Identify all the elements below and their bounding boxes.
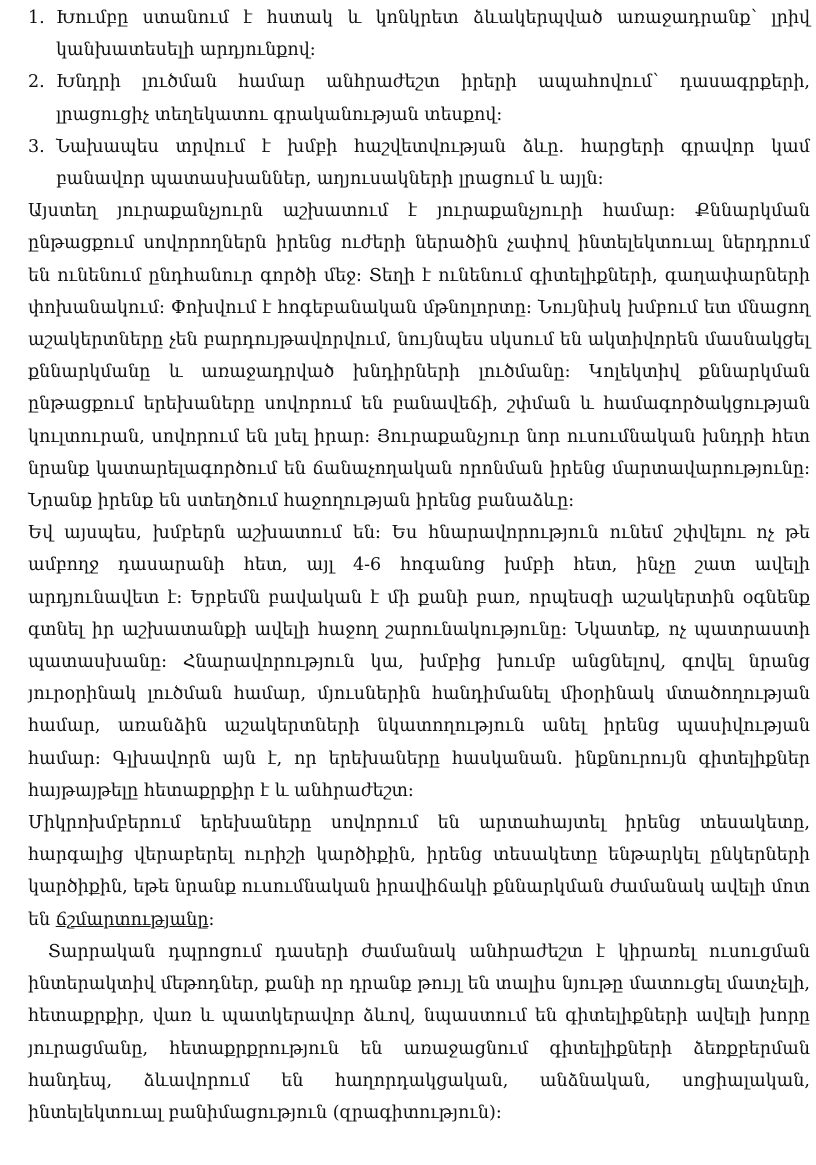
- paragraph-interactive-methods: Տարրական դպրոցում դասերի ժամանակ անհրաժեշտ է կիրառել ուսուցման ինտերակտիվ մեթոդներ, քանի որ դրանք թույլ են տալիս նյութը մատուցել մատչելի, հետաքրքիր, վառ և պատկերավոր ձևով, նպաստում են գիտելիքների ավելի խորը յուրացմանը, հետաքրքրություն են առաջացնում գիտելիքների ձեռքբերման հանդեպ, ձևավորում են հաղորդակցական, անձնական, սոցիալական, ինտելեկտուալ բանիմացություն (զրագիտություն):: [28, 941, 810, 1123]
- list-item-text: Խնդրի լուծման համար անհրաժեշտ իրերի ապահովում՝ դասագրքերի, լրացուցիչ տեղեկատու գրականության տեսքով:: [56, 72, 810, 125]
- list-item-number: 2.: [28, 72, 45, 93]
- list-item-text: Նախապես տրվում է խմբի հաշվետվության ձևը. հարցերի գրավոր կամ բանավոր պատասխաններ, աղյուսակների լրացում և այլն:: [56, 136, 810, 190]
- paragraph-collaboration: Այստեղ յուրաքանչյուրն աշխատում է յուրաքանչյուրի համար: Քննարկման ընթացքում սովորողներն իրենց ուժերի ներածին չափով ինտելեկտուալ ներդրում են ունենում ընդհանուր գործի մեջ: Տեղի է ունենում գիտելիքների, գաղափարների փոխանակում: Փոխվում է հոգեբանական մթնոլորտը: Նույնիսկ խմբում ետ մնացող աշակերտները չեն բարդույթավորվում, նույնպես սկսում են ակտիվորեն մասնակցել քննարկմանը և առաջադրված խնդիրների լուծմանը: Կոլեկտիվ քննարկման ընթացքում երեխաները սովորում են բանավեճի, շփման և համագործակցության կուլտուրան, սովորում են լսել իրար: Յուրաքանչյուր նոր ուսումնական խնդրի հետ նրանք կատարելագործում են ճանաչողական որոնման իրենց մարտավարությունը: Նրանք իրենք են ստեղծում հաջողության իրենց բանաձևը:: [28, 201, 810, 512]
- list-item-text: Խումբը ստանում է հստակ և կոնկրետ ձևակերպված առաջադրանք՝ լրիվ կանխատեսելի արդյունքով:: [56, 8, 810, 61]
- document-page: [28, 2, 810, 1129]
- list-item-number: 3.: [28, 136, 45, 157]
- list-item: [28, 2, 810, 66]
- numbered-list: [28, 2, 810, 195]
- list-item: [28, 66, 810, 130]
- underlined-word: ճշմարտությանը: [55, 909, 209, 930]
- list-item: [28, 131, 810, 195]
- paragraph-microgroups-text: Միկրոխմբերում երեխաները սովորում են արտահայտել իրենց տեսակետը, հարգալից վերաբերել ուրիշի կարծիքին, իրենց տեսակետը ենթարկել ընկերների կարծիքին, եթե նրանք ուսումնական իրավիճակի քննարկման ժամանակ ավելի մոտ են: [28, 813, 810, 930]
- paragraph-microgroups: [28, 807, 810, 936]
- paragraph-group-work: Եվ այսպես, խմբերն աշխատում են: Ես հնարավորություն ունեմ շփվելու ոչ թե ամբողջ դասարանի հետ, այլ 4-6 հոգանոց խմբի հետ, ինչը շատ ավելի արդյունավետ է: Երբեմն բավական է մի քանի բառ, որպեսզի աշակերտին օգնենք գտնել իր աշխատանքի ավելի հաջող շարունակությունը: Նկատեք, ոչ պատրաստի պատասխանը: Հնարավորություն կա, խմբից խումբ անցնելով, գովել նրանց յուրօրինակ լուծման համար, մյուսներին հանդիմանել միօրինակ մտածողության համար, առանձին աշակերտների նկատողություն անել իրենց պասիվության համար: Գլխավորն այն է, որ երեխաները հասկանան. ինքնուրույն գիտելիքներ հայթայթելը հետաքրքիր է և անհրաժեշտ:: [28, 523, 810, 801]
- paragraph-end-mark: :: [208, 909, 215, 930]
- list-item-number: 1.: [28, 8, 45, 28]
